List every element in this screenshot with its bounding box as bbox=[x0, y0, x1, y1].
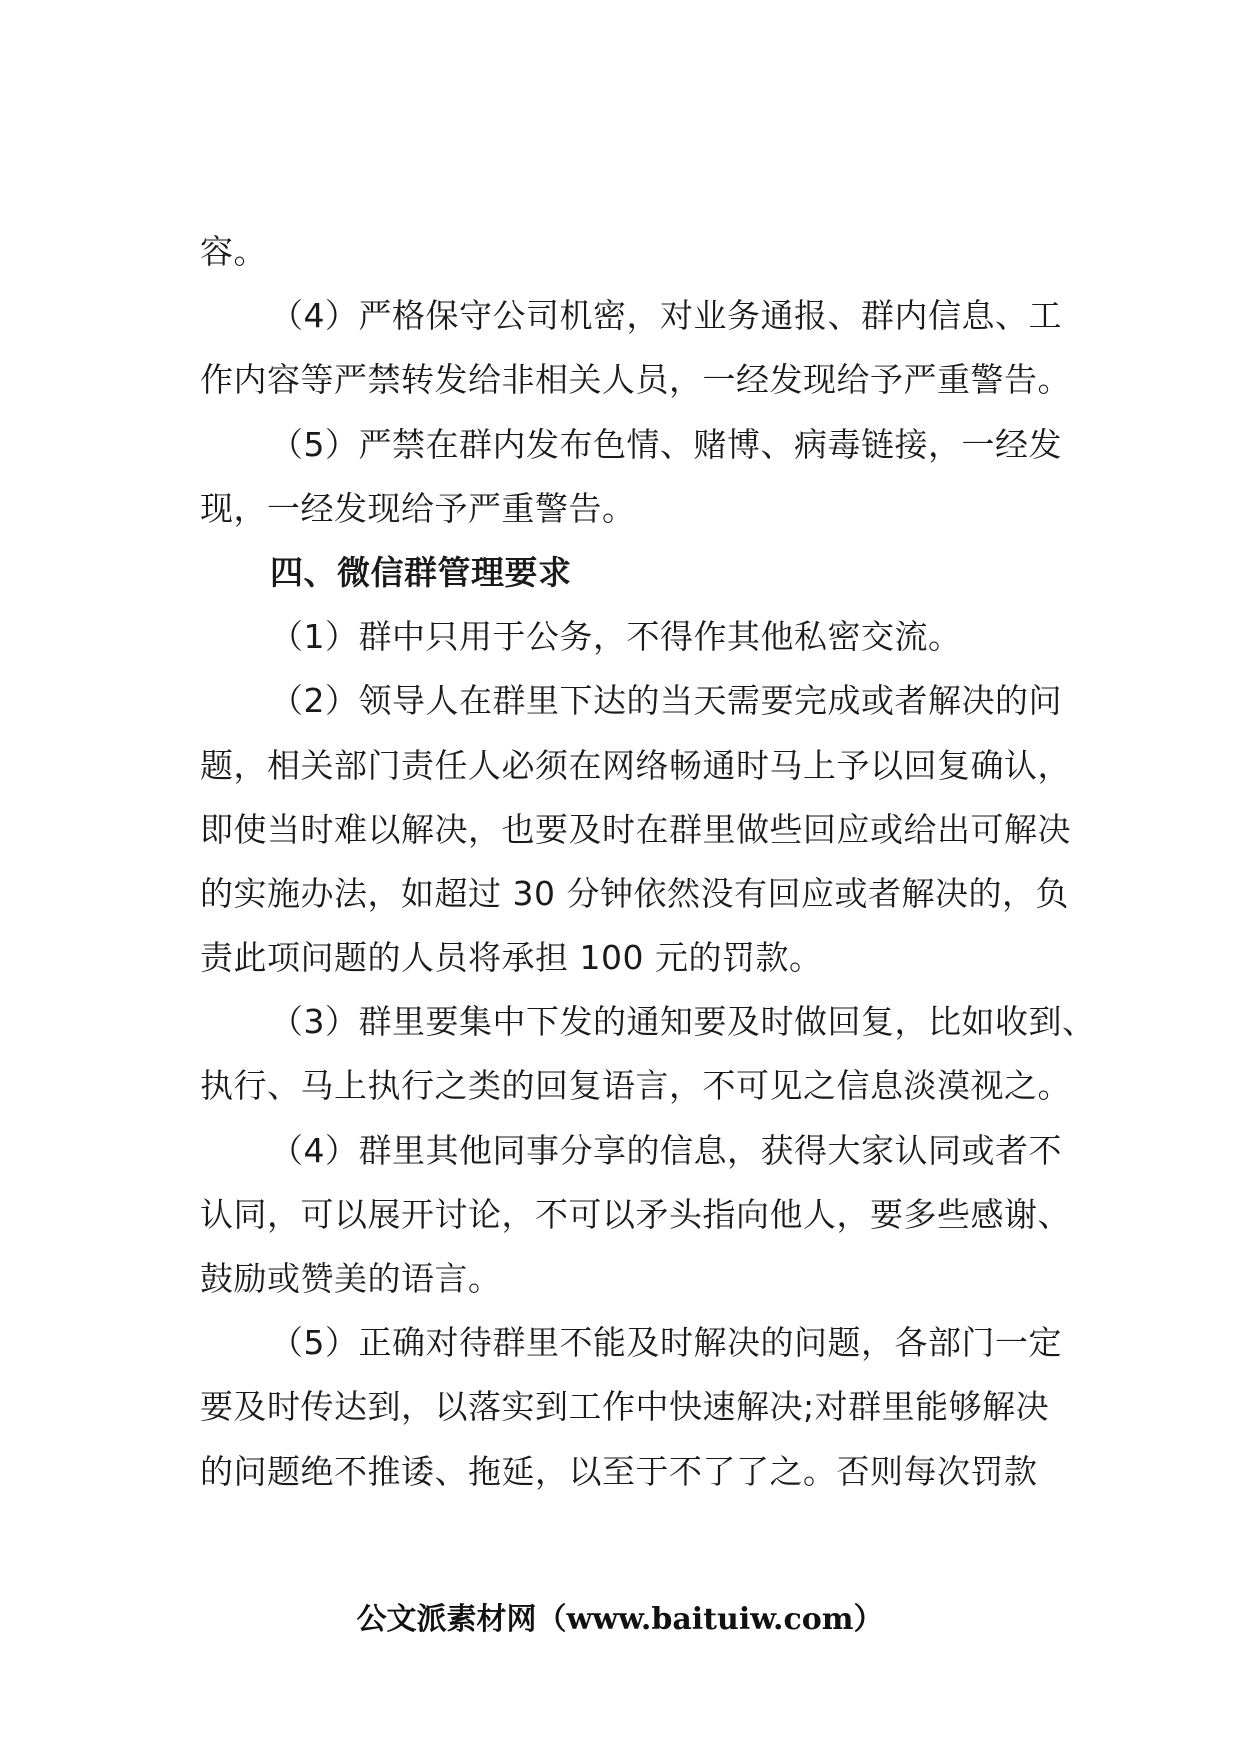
text-line: 的实施办法，如超过 30 分钟依然没有回应或者解决的，负 bbox=[200, 873, 1069, 913]
text-line: 执行、马上执行之类的回复语言，不可见之信息淡漠视之。 bbox=[200, 1066, 1071, 1106]
text-line: 即使当时难以解决，也要及时在群里做些回应或给出可解决 bbox=[200, 809, 1071, 849]
text-line: 作内容等严禁转发给非相关人员，一经发现给予严重警告。 bbox=[200, 360, 1071, 400]
text-line: （3）群里要集中下发的通知要及时做回复，比如收到、 bbox=[270, 1002, 1096, 1042]
text-line: （2）领导人在群里下达的当天需要完成或者解决的问 bbox=[270, 681, 1062, 721]
text-line: 现，一经发现给予严重警告。 bbox=[200, 488, 636, 528]
text-line: （4）群里其他同事分享的信息，获得大家认同或者不 bbox=[270, 1130, 1062, 1170]
text-line: 认同，可以展开讨论，不可以矛头指向他人，要多些感谢、 bbox=[200, 1194, 1071, 1234]
text-line: 的问题绝不推诿、拖延，以至于不了了之。否则每次罚款 bbox=[200, 1451, 1038, 1491]
text-line: （1）群中只用于公务，不得作其他私密交流。 bbox=[270, 617, 962, 657]
text-line: 题，相关部门责任人必须在网络畅通时马上予以回复确认， bbox=[200, 745, 1071, 785]
text-line: （5）严禁在群内发布色情、赌博、病毒链接，一经发 bbox=[270, 424, 1062, 464]
section-heading: 四、微信群管理要求 bbox=[270, 552, 572, 592]
text-line: （4）严格保守公司机密，对业务通报、群内信息、工 bbox=[270, 296, 1062, 336]
document-body bbox=[200, 220, 1096, 1504]
text-line: 鼓励或赞美的语言。 bbox=[200, 1259, 502, 1298]
text-line: 责此项问题的人员将承担 100 元的罚款。 bbox=[200, 938, 823, 978]
text-line: （5）正确对待群里不能及时解决的问题，各部门一定 bbox=[270, 1323, 1062, 1363]
footer-watermark: 公文派素材网（www.baituiw.com） bbox=[356, 1602, 884, 1637]
text-line: 要及时传达到，以落实到工作中快速解决;对群里能够解决 bbox=[200, 1387, 1050, 1427]
text-line: 容。 bbox=[200, 232, 267, 271]
